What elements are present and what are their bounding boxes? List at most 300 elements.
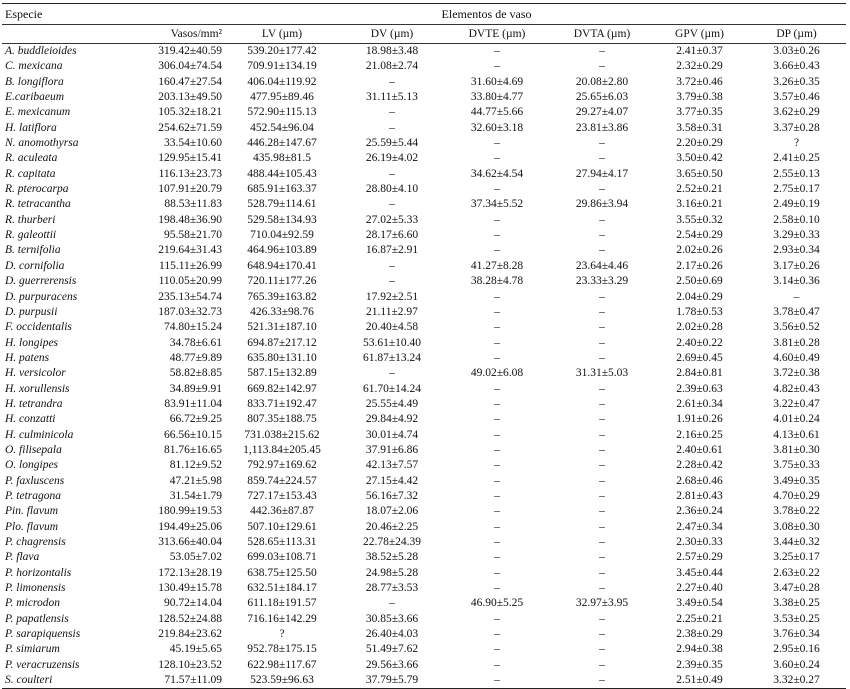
- dp-cell: 2.63±0.22: [773, 566, 820, 579]
- lv-cell: 528.79±114.61: [247, 198, 317, 211]
- lv-cell: 435.98±81.5: [252, 152, 312, 165]
- dvte-cell: –: [494, 474, 500, 487]
- gpv-cell: 2.17±0.26: [676, 259, 723, 272]
- dp-cell: 3.08±0.30: [773, 520, 820, 533]
- vasos-cell: 313.66±40.04: [158, 536, 222, 548]
- dvte-cell: –: [494, 244, 500, 257]
- table-row: [2, 320, 846, 335]
- vasos-cell: 66.56±10.15: [163, 428, 222, 441]
- dv-cell: 29.84±4.92: [365, 413, 419, 426]
- dvte-cell: –: [494, 290, 500, 303]
- vasos-cell: 83.91±11.04: [164, 397, 222, 410]
- table-row: [2, 243, 846, 258]
- vasos-cell: 172.13±28.19: [158, 566, 222, 579]
- gpv-cell: 3.55±0.32: [676, 213, 723, 226]
- dvte-cell: –: [494, 382, 500, 395]
- column-header-dvte: DVTE (µm): [442, 25, 552, 44]
- lv-cell: 488.44±105.43: [247, 167, 317, 180]
- gpv-cell: 3.72±0.46: [676, 75, 723, 88]
- vasos-cell: 105.32±18.21: [158, 106, 222, 119]
- lv-cell: 521.31±187.10: [247, 321, 317, 334]
- gpv-cell: 2.38±0.29: [676, 628, 723, 641]
- lv-cell: 638.75±125.50: [247, 566, 317, 579]
- dvta-cell: –: [599, 643, 605, 656]
- dp-cell: 3.78±0.22: [773, 505, 820, 518]
- gpv-cell: 2.02±0.28: [676, 321, 723, 334]
- gpv-cell: 1.78±0.53: [676, 305, 723, 318]
- dvta-cell: –: [599, 290, 605, 303]
- dvta-cell: –: [599, 336, 605, 349]
- vasos-cell: 66.72±9.25: [169, 413, 222, 426]
- gpv-cell: 2.41±0.37: [676, 45, 723, 57]
- species-name: P. chagrensis: [5, 536, 66, 548]
- gpv-cell: 2.61±0.34: [676, 397, 723, 410]
- table-row: [2, 44, 846, 60]
- lv-cell: 632.51±184.17: [247, 582, 317, 595]
- gpv-cell: 2.50±0.69: [676, 275, 723, 288]
- dp-cell: 3.57±0.46: [773, 91, 820, 104]
- table-row: [2, 182, 846, 197]
- table-row: [2, 228, 846, 243]
- table-row: [2, 443, 846, 458]
- species-name: P. flava: [5, 551, 40, 564]
- dvte-cell: –: [494, 351, 500, 364]
- vasos-cell: 116.13±23.73: [158, 167, 222, 180]
- species-name: D. purpusii: [5, 305, 58, 318]
- gpv-cell: 2.25±0.21: [676, 612, 723, 625]
- dp-cell: 3.38±0.25: [773, 597, 820, 610]
- vasos-cell: 53.05±7.02: [169, 551, 222, 564]
- species-name: R. capitata: [5, 167, 56, 180]
- dv-cell: 20.40±4.58: [365, 321, 419, 334]
- dvta-cell: –: [599, 474, 605, 487]
- vasos-cell: 107.91±20.79: [158, 183, 222, 196]
- species-name: R. tetracantha: [5, 198, 71, 211]
- dp-cell: 4.60±0.49: [773, 351, 820, 364]
- dvta-cell: –: [599, 658, 605, 671]
- gpv-cell: 3.65±0.50: [676, 167, 723, 180]
- vasos-cell: 235.13±54.74: [158, 290, 222, 303]
- species-column-header: Especie: [2, 4, 127, 25]
- dvta-cell: –: [599, 582, 605, 595]
- dvte-cell: –: [494, 60, 500, 73]
- dv-cell: 21.08±2.74: [365, 60, 419, 73]
- lv-cell: 792.97±169.62: [247, 459, 317, 472]
- dvta-cell: –: [599, 612, 605, 625]
- table-row: [2, 581, 846, 596]
- gpv-cell: 2.36±0.24: [676, 505, 723, 518]
- dv-cell: –: [389, 275, 395, 288]
- dvte-cell: –: [494, 489, 500, 502]
- dvta-cell: –: [599, 628, 605, 641]
- dvte-cell: 46.90±5.25: [470, 597, 524, 610]
- table-row: [2, 428, 846, 443]
- dv-cell: –: [389, 367, 395, 380]
- lv-cell: 528.65±113.31: [247, 536, 317, 548]
- dv-cell: 22.78±24.39: [362, 536, 422, 548]
- dp-cell: 4.01±0.24: [773, 413, 820, 426]
- dp-cell: 3.26±0.35: [773, 75, 820, 88]
- species-name: B. longiflora: [5, 75, 64, 88]
- dv-cell: –: [389, 75, 395, 88]
- dp-cell: 3.32±0.27: [773, 674, 820, 687]
- table-row: [2, 474, 846, 489]
- table-row: [2, 75, 846, 90]
- dv-cell: 30.01±4.74: [365, 428, 419, 441]
- column-header-vasos: Vasos/mm²: [127, 25, 222, 44]
- dvte-cell: –: [494, 213, 500, 226]
- dvta-cell: –: [599, 520, 605, 533]
- gpv-cell: 2.30±0.33: [676, 536, 723, 548]
- vasos-cell: 129.95±15.41: [158, 152, 222, 165]
- gpv-cell: 3.58±0.31: [676, 121, 723, 134]
- dvte-cell: –: [494, 45, 500, 57]
- dp-cell: 3.37±0.28: [773, 121, 820, 134]
- gpv-cell: 3.16±0.21: [676, 198, 723, 211]
- dv-cell: 27.15±4.42: [365, 474, 419, 487]
- dvte-cell: –: [494, 674, 500, 687]
- dv-cell: 16.87±2.91: [365, 244, 419, 257]
- vessel-elements-group-header: Elementos de vaso: [127, 4, 846, 25]
- gpv-cell: 2.68±0.46: [676, 474, 723, 487]
- dvte-cell: –: [494, 137, 500, 150]
- species-name: H. latiflora: [5, 121, 57, 134]
- dvta-cell: –: [599, 321, 605, 334]
- table-row: [2, 151, 846, 166]
- table-row: [2, 197, 846, 212]
- lv-cell: 622.98±117.67: [247, 658, 317, 671]
- species-name: H. culminicola: [5, 428, 74, 441]
- dvta-cell: –: [599, 137, 605, 150]
- dvte-cell: –: [494, 536, 500, 548]
- gpv-cell: 2.94±0.38: [676, 643, 723, 656]
- dvte-cell: –: [494, 520, 500, 533]
- dv-cell: 38.52±5.28: [365, 551, 419, 564]
- column-header-gpv: GPV (µm): [652, 25, 747, 44]
- dvte-cell: –: [494, 305, 500, 318]
- species-name: P. limonensis: [5, 582, 66, 595]
- vasos-cell: 90.72±14.04: [163, 597, 222, 610]
- vasos-cell: 71.57±11.09: [164, 674, 222, 687]
- table-row: [2, 259, 846, 274]
- dp-cell: 3.62±0.29: [773, 106, 820, 119]
- dv-cell: 18.07±2.06: [365, 505, 419, 518]
- lv-cell: 523.59±96.63: [250, 674, 314, 687]
- dvte-cell: 31.60±4.69: [470, 75, 524, 88]
- dv-cell: 21.11±2.97: [366, 305, 418, 318]
- dvte-cell: 49.02±6.08: [470, 367, 524, 380]
- table-row: [2, 658, 846, 673]
- dv-cell: 29.56±3.66: [365, 658, 419, 671]
- lv-cell: 685.91±163.37: [247, 183, 317, 196]
- dp-cell: 3.47±0.28: [773, 582, 820, 595]
- dvta-cell: 29.27±4.07: [575, 106, 629, 119]
- dp-cell: 2.95±0.16: [773, 643, 820, 656]
- lv-cell: 406.04±119.92: [247, 75, 317, 88]
- dvta-cell: 27.94±4.17: [575, 167, 629, 180]
- lv-cell: 720.11±177.26: [247, 275, 317, 288]
- species-name: S. coulteri: [5, 674, 53, 687]
- vasos-cell: 45.19±5.65: [169, 643, 222, 656]
- species-name: O. filisepala: [5, 443, 62, 456]
- table-row: [2, 136, 846, 151]
- dvte-cell: –: [494, 658, 500, 671]
- dvte-cell: –: [494, 321, 500, 334]
- table-row: [2, 596, 846, 611]
- lv-cell: 709.91±134.19: [247, 60, 317, 73]
- species-name: P. microdon: [5, 597, 60, 610]
- dv-cell: 61.70±14.24: [362, 382, 422, 395]
- dv-cell: 27.02±5.33: [365, 213, 419, 226]
- table-row: [2, 504, 846, 519]
- column-header-dvta: DVTA (µm): [552, 25, 652, 44]
- dv-cell: 20.46±2.25: [365, 520, 419, 533]
- vasos-cell: 58.82±8.85: [169, 367, 222, 380]
- vasos-cell: 128.52±24.88: [158, 612, 222, 625]
- vasos-cell: 128.10±23.52: [158, 658, 222, 671]
- dv-cell: 53.61±10.40: [362, 336, 422, 349]
- species-name: D. guerrerensis: [5, 275, 77, 288]
- column-header-dp: DP (µm): [747, 25, 846, 44]
- dv-cell: –: [389, 106, 395, 119]
- dv-cell: –: [389, 121, 395, 134]
- table-row: [2, 458, 846, 473]
- gpv-cell: 2.69±0.45: [676, 351, 723, 364]
- dp-cell: 2.93±0.34: [773, 244, 820, 257]
- dvta-cell: 20.08±2.80: [575, 75, 629, 88]
- vasos-cell: 110.05±20.99: [158, 275, 222, 288]
- dp-cell: 3.76±0.34: [773, 628, 820, 641]
- gpv-cell: 3.79±0.38: [676, 91, 723, 104]
- vasos-cell: 115.11±26.99: [159, 259, 222, 272]
- species-name: H. longipes: [5, 336, 59, 349]
- table-row: [2, 550, 846, 565]
- dvta-cell: –: [599, 428, 605, 441]
- species-name: O. longipes: [5, 459, 59, 472]
- dvta-cell: –: [599, 397, 605, 410]
- dvte-cell: –: [494, 183, 500, 196]
- lv-cell: 694.87±217.12: [247, 336, 317, 349]
- species-name: R. galeottii: [5, 229, 57, 242]
- lv-cell: 833.71±192.47: [247, 397, 317, 410]
- dvta-cell: 23.81±3.86: [575, 121, 629, 134]
- species-name: P. sarapiquensis: [5, 628, 81, 641]
- species-name: D. purpuracens: [5, 290, 78, 303]
- dvta-cell: 25.65±6.03: [575, 91, 629, 104]
- vasos-cell: 254.62±71.59: [158, 121, 222, 134]
- dvta-cell: –: [599, 183, 605, 196]
- species-name: H. patens: [5, 351, 50, 364]
- vasos-cell: 31.54±1.79: [169, 489, 222, 502]
- lv-cell: 710.04±92.59: [250, 229, 314, 242]
- lv-cell: 477.95±89.46: [250, 91, 314, 104]
- table-row: [2, 167, 846, 182]
- dvte-cell: 33.80±4.77: [470, 91, 524, 104]
- dp-cell: 3.14±0.36: [773, 275, 820, 288]
- table-group-header-row: [2, 4, 846, 25]
- dp-cell: 3.25±0.17: [773, 551, 820, 564]
- vasos-cell: 306.04±74.54: [158, 60, 222, 73]
- dvte-cell: 34.62±4.54: [470, 167, 524, 180]
- dvte-cell: –: [494, 443, 500, 456]
- gpv-cell: 3.45±0.44: [676, 566, 723, 579]
- dvte-cell: –: [494, 152, 500, 165]
- table-row: [2, 90, 846, 105]
- table-row: [2, 290, 846, 305]
- lv-cell: 727.17±153.43: [247, 489, 317, 502]
- dp-cell: 3.17±0.26: [773, 259, 820, 272]
- vasos-cell: 219.84±23.62: [158, 628, 222, 641]
- dp-cell: 2.55±0.13: [773, 167, 820, 180]
- dvta-cell: –: [599, 152, 605, 165]
- species-name: R. aculeata: [5, 152, 58, 165]
- dvta-cell: 31.31±5.03: [575, 367, 629, 380]
- species-name: H. tetrandra: [5, 397, 63, 410]
- table-row: [2, 642, 846, 657]
- vessel-elements-table-page: [2, 3, 846, 689]
- table-row: [2, 351, 846, 366]
- lv-cell: 699.03±108.71: [247, 551, 317, 564]
- vasos-cell: 81.12±9.52: [169, 459, 222, 472]
- species-name: R. pterocarpa: [5, 183, 69, 196]
- species-name: D. cornifolia: [5, 259, 65, 272]
- dv-cell: 28.17±6.60: [365, 229, 419, 242]
- vessel-elements-table: [2, 3, 846, 689]
- dv-cell: 28.77±3.53: [365, 582, 419, 595]
- dp-cell: 3.72±0.38: [773, 367, 820, 380]
- dv-cell: 18.98±3.48: [365, 45, 419, 57]
- gpv-cell: 2.39±0.35: [676, 658, 723, 671]
- lv-cell: 539.20±177.42: [247, 45, 317, 57]
- dp-cell: 3.49±0.35: [773, 474, 820, 487]
- dp-cell: 3.81±0.30: [773, 443, 820, 456]
- dvte-cell: –: [494, 413, 500, 426]
- dv-cell: 28.80±4.10: [365, 183, 419, 196]
- table-row: [2, 366, 846, 381]
- dp-cell: 4.82±0.43: [773, 382, 820, 395]
- dv-cell: 42.13±7.57: [365, 459, 419, 472]
- dv-cell: –: [389, 167, 395, 180]
- dp-cell: 3.53±0.25: [773, 612, 820, 625]
- vasos-cell: 198.48±36.90: [158, 213, 222, 226]
- dv-cell: 25.55±4.49: [365, 397, 419, 410]
- table-row: [2, 412, 846, 427]
- dvte-cell: –: [494, 428, 500, 441]
- table-row: [2, 520, 846, 535]
- dp-cell: 2.41±0.25: [773, 152, 820, 165]
- table-row: [2, 213, 846, 228]
- gpv-cell: 2.81±0.43: [676, 489, 723, 502]
- dp-cell: 3.81±0.28: [773, 336, 820, 349]
- gpv-cell: 2.28±0.42: [676, 459, 723, 472]
- gpv-cell: 2.40±0.61: [676, 443, 723, 456]
- table-row: [2, 397, 846, 412]
- gpv-cell: 2.84±0.81: [676, 367, 723, 380]
- lv-cell: 859.74±224.57: [247, 474, 317, 487]
- dvte-cell: –: [494, 397, 500, 410]
- dvta-cell: –: [599, 351, 605, 364]
- vasos-cell: 81.76±16.65: [163, 443, 222, 456]
- column-header-dv: DV (µm): [342, 25, 442, 44]
- species-name: P. simiarum: [5, 643, 60, 656]
- species-name: H. conzatti: [5, 413, 56, 426]
- dvte-cell: 32.60±3.18: [470, 121, 524, 134]
- dvta-cell: –: [599, 459, 605, 472]
- lv-cell: 452.54±96.04: [250, 121, 314, 134]
- dvta-cell: –: [599, 413, 605, 426]
- lv-cell: 669.82±142.97: [247, 382, 317, 395]
- dvta-cell: –: [599, 60, 605, 73]
- dp-cell: 3.44±0.32: [773, 536, 820, 548]
- vasos-cell: 319.42±40.59: [158, 45, 222, 57]
- dv-cell: 30.85±3.66: [365, 612, 419, 625]
- dp-cell: 2.49±0.19: [773, 198, 820, 211]
- species-name: A. buddleioides: [5, 45, 77, 57]
- gpv-cell: 2.40±0.22: [676, 336, 723, 349]
- lv-cell: 464.96±103.89: [247, 244, 317, 257]
- vasos-cell: 219.64±31.43: [158, 244, 222, 257]
- dvta-cell: 23.33±3.29: [575, 275, 629, 288]
- dv-cell: 31.11±5.13: [366, 91, 418, 104]
- species-name: H. xorullensis: [5, 382, 70, 395]
- dv-cell: 17.92±2.51: [365, 290, 419, 303]
- table-body: [2, 44, 846, 689]
- vasos-cell: 194.49±25.06: [158, 520, 222, 533]
- species-name: E. mexicanum: [5, 106, 71, 119]
- gpv-cell: 2.04±0.29: [676, 290, 723, 303]
- dp-cell: 4.70±0.29: [773, 489, 820, 502]
- gpv-cell: 2.16±0.25: [676, 428, 723, 441]
- dvta-cell: –: [599, 674, 605, 687]
- table-row: [2, 336, 846, 351]
- dvte-cell: –: [494, 551, 500, 564]
- lv-cell: ?: [279, 628, 285, 641]
- vasos-cell: 33.54±10.60: [163, 137, 222, 150]
- dvte-cell: 38.28±4.78: [470, 275, 524, 288]
- gpv-cell: 2.54±0.29: [676, 229, 723, 242]
- dp-cell: 2.75±0.17: [773, 183, 820, 196]
- table-row: [2, 489, 846, 504]
- table-row: [2, 673, 846, 689]
- lv-cell: 442.36±87.87: [250, 505, 314, 518]
- gpv-cell: 2.27±0.40: [676, 582, 723, 595]
- dvta-cell: 32.97±3.95: [575, 597, 629, 610]
- dp-cell: ?: [793, 137, 800, 150]
- table-row: [2, 274, 846, 289]
- dv-cell: 26.40±4.03: [365, 628, 419, 641]
- dp-cell: 3.29±0.33: [773, 229, 820, 242]
- dvta-cell: –: [599, 566, 605, 579]
- vasos-cell: 34.89±9.91: [169, 382, 222, 395]
- dvte-cell: 44.77±5.66: [470, 106, 524, 119]
- dvta-cell: 23.64±4.46: [575, 259, 629, 272]
- lv-cell: 765.39±163.82: [247, 290, 317, 303]
- table-column-header-row: [2, 25, 846, 44]
- vasos-cell: 187.03±32.73: [158, 305, 222, 318]
- dp-cell: 3.22±0.47: [773, 397, 820, 410]
- species-name: H. versicolor: [5, 367, 66, 380]
- vasos-cell: 88.53±11.83: [164, 198, 222, 211]
- lv-cell: 446.28±147.67: [247, 137, 317, 150]
- dv-cell: 51.49±7.62: [365, 643, 419, 656]
- dp-cell: 2.58±0.10: [773, 213, 820, 226]
- species-name: N. anomothyrsa: [5, 137, 79, 150]
- dp-cell: 3.60±0.24: [773, 658, 820, 671]
- dvte-cell: –: [494, 566, 500, 579]
- species-name: F. occidentalis: [5, 321, 72, 334]
- dvta-cell: –: [599, 551, 605, 564]
- species-name: P. papatlensis: [5, 612, 69, 625]
